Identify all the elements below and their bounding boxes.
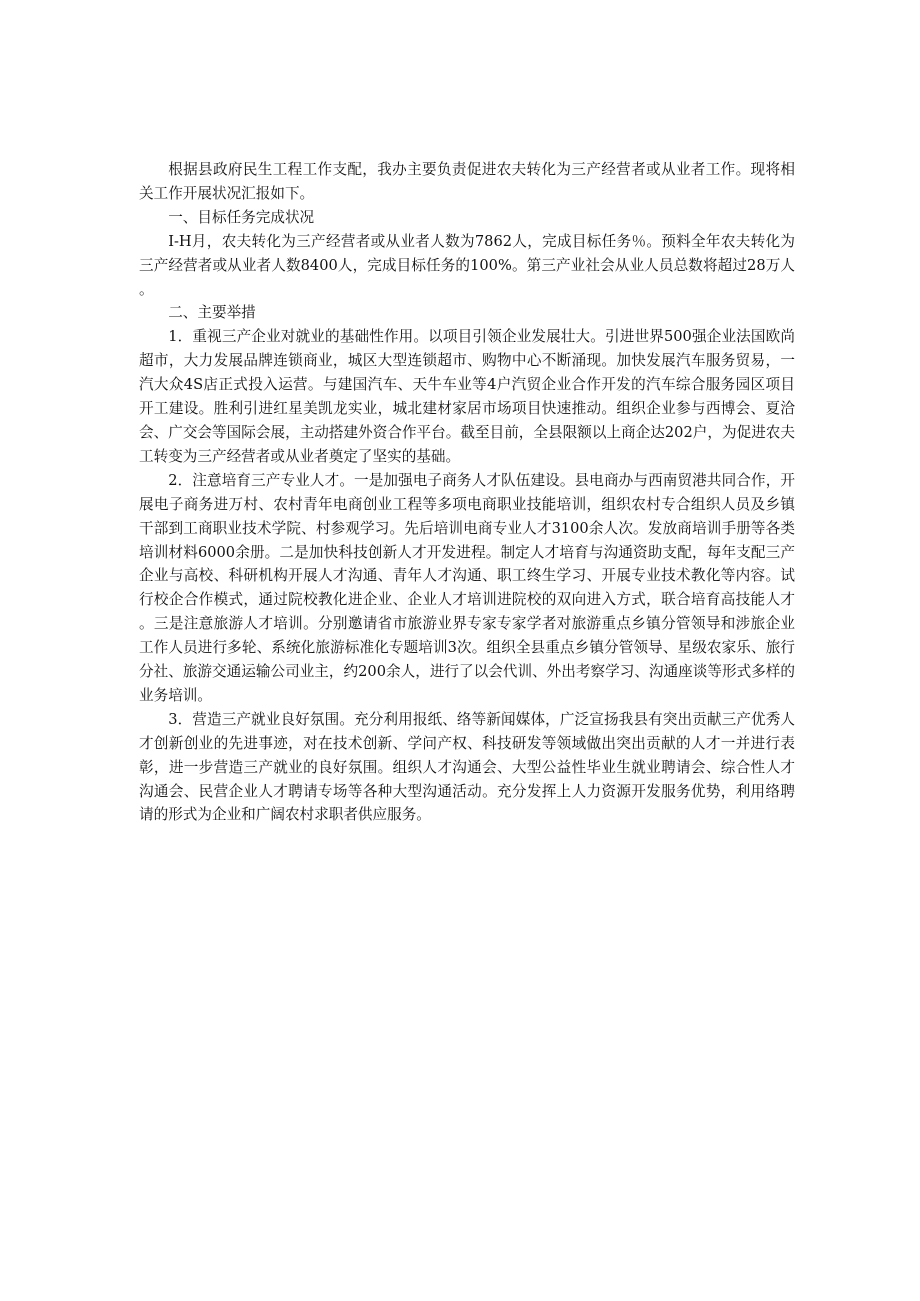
section-paragraph-targets: I-H月，农夫转化为三产经营者或从业者人数为7862人，完成目标任务％。预料全年农夫转化为三产经营者或从业者人数8400人，完成目标任务的100%。第三产业社会从业人员总数将超过28万人。 xyxy=(139,232,795,298)
measure-item-2: 2．注意培育三产专业人才。一是加强电子商务人才队伍建设。县电商办与西南贸港共同合作，开展电子商务进万村、农村青年电商创业工程等多项电商职业技能培训，组织农村专合组织人员及乡镇干部到工商职业技术学院、村参观学习。先后培训电商专业人才3100余人次。发放商培训手册等各类培训材料6000余册。二是加快科技创新人才开发进程。制定人才培育与沟通资助支配，每年支配三产企业与高校、科研机构开展人才沟通、青年人才沟通、职工终生学习、开展专业技术教化等内容。试行校企合作模式，通过院校教化进企业、企业人才培训进院校的双向进入方式，联合培育高技能人才。三是注意旅游人才培训。分别邀请省市旅游业界专家专家学者对旅游重点乡镇分管领导和涉旅企业工作人员进行多轮、系统化旅游标准化专题培训3次。组织全县重点乡镇分管领导、星级农家乐、旅行分社、旅游交通运输公司业主，约200余人，进行了以会代训、外出考察学习、沟通座谈等形式多样的业务培训。 xyxy=(139,471,795,704)
section-heading-targets: 一、目标任务完成状况 xyxy=(168,208,315,226)
section-heading-measures: 二、主要举措 xyxy=(168,304,256,322)
measure-item-3: 3．营造三产就业良好氛围。充分利用报纸、络等新闻媒体，广泛宣扬我县有突出贡献三产优秀人才创新创业的先进事迹，对在技术创新、学问产权、科技研发等领域做出突出贡献的人才一并进行表彰，进一步营造三产就业的良好氛围。组织人才沟通会、大型公益性毕业生就业聘请会、综合性人才沟通会、民营企业人才聘请专场等各种大型沟通活动。充分发挥上人力资源开发服务优势，利用络聘请的形式为企业和广阔农村求职者供应服务。 xyxy=(139,710,795,824)
measure-item-1: 1．重视三产企业对就业的基础性作用。以项目引领企业发展壮大。引进世界500强企业法国欧尚超市，大力发展品牌连锁商业，城区大型连锁超市、购物中心不断涌现。加快发展汽车服务贸易，一汽大众4S店正式投入运营。与建国汽车、天牛车业等4户汽贸企业合作开发的汽车综合服务园区项目开工建设。胜利引进红星美凯龙实业，城北建材家居市场项目快速推动。组织企业参与西博会、夏洽会、广交会等国际会展，主动搭建外资合作平台。截至目前，全县限额以上商企达202户，为促进农夫工转变为三产经营者或从业者奠定了坚实的基础。 xyxy=(139,328,795,465)
document-body xyxy=(139,158,795,827)
intro-paragraph: 根据县政府民生工程工作支配，我办主要负责促进农夫转化为三产经营者或从业者工作。现将相关工作开展状况汇报如下。 xyxy=(139,161,795,202)
